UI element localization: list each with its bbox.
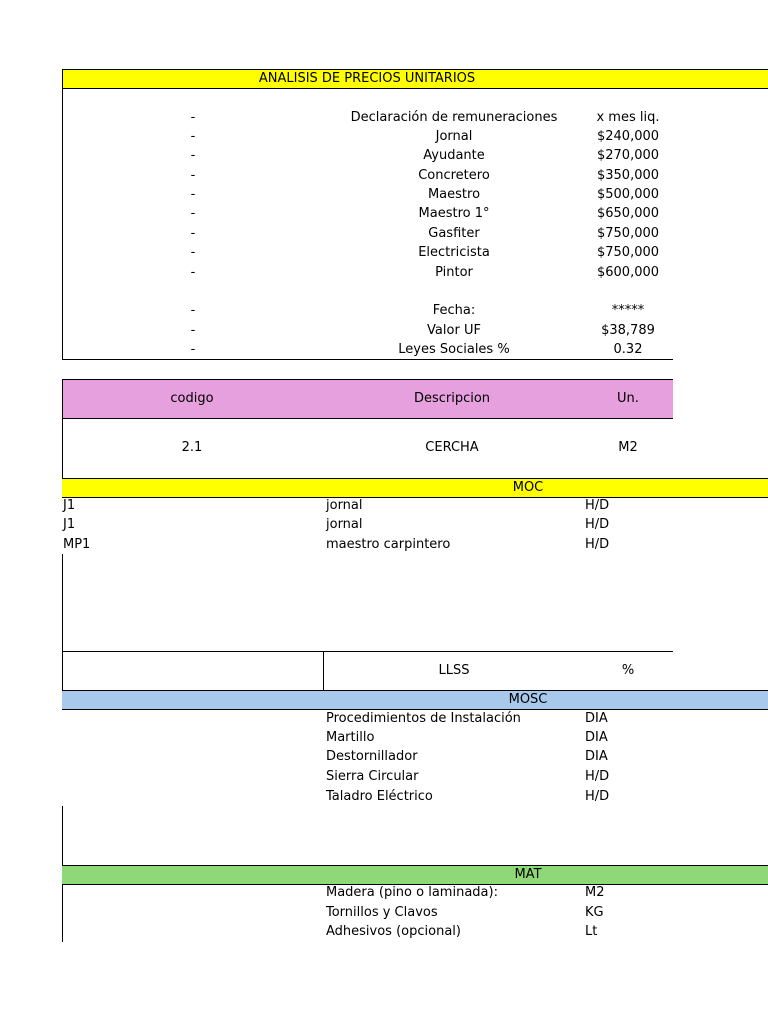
- row-dash: -: [190, 226, 196, 241]
- moc-desc: jornal: [326, 517, 363, 532]
- row-label: Valor UF: [427, 323, 481, 338]
- llss-divider: [323, 651, 324, 690]
- moc-band: [62, 478, 768, 498]
- item-header-bottom-border: [62, 418, 673, 419]
- row-value: $650,000: [596, 206, 660, 221]
- row-dash: -: [190, 168, 196, 183]
- moc-unit: H/D: [585, 517, 610, 532]
- row-label: Electricista: [418, 245, 490, 260]
- row-label: Gasfiter: [428, 226, 480, 241]
- mosc-band: [62, 690, 768, 710]
- row-label: Leyes Sociales %: [398, 342, 510, 357]
- mat-unit: Lt: [585, 924, 598, 939]
- moc-unit: H/D: [585, 537, 610, 552]
- moc-desc: jornal: [326, 498, 363, 513]
- mosc-desc: Martillo: [326, 730, 375, 745]
- mat-title: MAT: [514, 867, 542, 882]
- row-value: $240,000: [596, 129, 660, 144]
- row-dash: -: [190, 129, 196, 144]
- row-label: Maestro 1°: [418, 206, 490, 221]
- row-label: Ayudante: [423, 148, 485, 163]
- mosc-unit: DIA: [585, 711, 608, 726]
- mosc-title: MOSC: [508, 692, 548, 707]
- row-value: $600,000: [596, 265, 660, 280]
- top-block-left-border: [62, 69, 63, 360]
- mat-left-border: [62, 884, 63, 942]
- row-dash: -: [190, 342, 196, 357]
- row-value: x mes liq.: [596, 110, 660, 125]
- mosc-desc: Sierra Circular: [326, 769, 419, 784]
- row-label: Jornal: [435, 129, 473, 144]
- row-value: *****: [611, 303, 645, 318]
- row-label: Pintor: [435, 265, 473, 280]
- mosc-unit: H/D: [585, 769, 610, 784]
- row-value: $500,000: [596, 187, 660, 202]
- row-value: $350,000: [596, 168, 660, 183]
- mosc-left-border: [62, 806, 63, 866]
- row-dash: -: [190, 206, 196, 221]
- row-label: Concretero: [418, 168, 490, 183]
- mosc-unit: DIA: [585, 730, 608, 745]
- row-label: Fecha:: [432, 303, 476, 318]
- item-unidad: M2: [618, 440, 638, 455]
- mat-desc: Madera (pino o laminada):: [326, 885, 498, 900]
- apu-title: ANALISIS DE PRECIOS UNITARIOS: [258, 71, 476, 86]
- row-value: $750,000: [596, 245, 660, 260]
- llss-unit: %: [621, 663, 635, 678]
- moc-title: MOC: [512, 480, 544, 495]
- item-header: [62, 379, 673, 419]
- row-value: $750,000: [596, 226, 660, 241]
- moc-code: J1: [63, 517, 76, 532]
- row-dash: -: [190, 148, 196, 163]
- moc-code: MP1: [63, 537, 91, 552]
- moc-left-border: [62, 554, 63, 710]
- row-dash: -: [190, 187, 196, 202]
- col-unidad-header: Un.: [617, 391, 639, 406]
- col-descripcion-header: Descripcion: [413, 391, 491, 406]
- row-value: 0.32: [613, 342, 643, 357]
- row-label: Declaración de remuneraciones: [350, 110, 558, 125]
- mosc-desc: Destornillador: [326, 749, 418, 764]
- mosc-unit: DIA: [585, 749, 608, 764]
- row-dash: -: [190, 323, 196, 338]
- moc-code: J1: [63, 498, 76, 513]
- row-dash: -: [190, 245, 196, 260]
- mat-unit: M2: [585, 885, 605, 900]
- mat-desc: Tornillos y Clavos: [326, 905, 438, 920]
- mat-unit: KG: [585, 905, 604, 920]
- item-descripcion: CERCHA: [425, 440, 479, 455]
- mosc-unit: H/D: [585, 789, 610, 804]
- moc-desc: maestro carpintero: [326, 537, 451, 552]
- moc-unit: H/D: [585, 498, 610, 513]
- apu-title-band: [62, 69, 768, 89]
- row-dash: -: [190, 265, 196, 280]
- item-left-border: [62, 379, 63, 479]
- top-block-bottom-border: [62, 359, 673, 360]
- row-dash: -: [190, 110, 196, 125]
- llss-top-border: [62, 651, 673, 652]
- row-value: $270,000: [596, 148, 660, 163]
- mosc-desc: Procedimientos de Instalación: [326, 711, 521, 726]
- row-label: Maestro: [427, 187, 481, 202]
- item-codigo: 2.1: [181, 440, 203, 455]
- mat-band: [62, 865, 768, 885]
- row-dash: -: [190, 303, 196, 318]
- mosc-desc: Taladro Eléctrico: [326, 789, 433, 804]
- row-value: $38,789: [601, 323, 655, 338]
- llss-label: LLSS: [438, 663, 470, 678]
- mat-desc: Adhesivos (opcional): [326, 924, 461, 939]
- col-codigo-header: codigo: [170, 391, 214, 406]
